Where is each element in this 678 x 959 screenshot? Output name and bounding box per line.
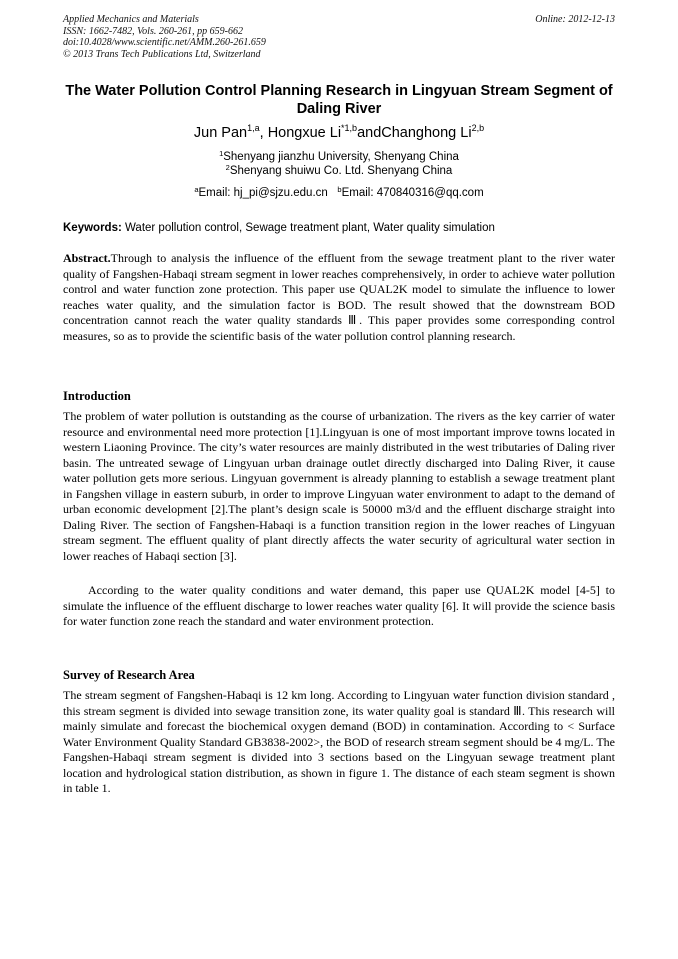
- affiliation-text: Shenyang jianzhu University, Shenyang China: [223, 151, 459, 163]
- issn-line: ISSN: 1662-7482, Vols. 260-261, pp 659-662: [63, 25, 243, 37]
- journal-header: [63, 14, 615, 60]
- author-separator: ,: [259, 125, 268, 141]
- introduction-paragraph-2: According to the water quality conditions and water demand, this paper use QUAL2K model [4-5] to simulate the influence of the effluent discharge to lower reaches water quality [6]. It will provide the science basis for water function zone reach the standard and water environment protection.: [63, 583, 615, 628]
- affiliation-marker: 2: [225, 163, 230, 172]
- email-line: [63, 186, 615, 200]
- author-list: [63, 124, 615, 142]
- keywords-line: [63, 221, 615, 235]
- author-superscript: 1,a: [247, 123, 260, 133]
- author-name: Changhong Li: [381, 125, 472, 141]
- journal-name: Applied Mechanics and Materials: [63, 14, 199, 25]
- author-conjunction: and: [357, 125, 382, 141]
- copyright-line: © 2013 Trans Tech Publications Ltd, Switzerland: [63, 48, 261, 60]
- author-name: Hongxue Li: [267, 125, 342, 141]
- abstract-text: Through to analysis the influence of the effluent from the sewage treatment plant to the river water quality of Fangshen-Habaqi stream segment in lower reaches comprehensively, in order to achieve water pollution control and water function zone protection. This paper use QUAL2K model to simulate the influence to lower reaches water quality, and the simulation factor is BOD. The result showed that the downstream BOD concentration cannot reach the water quality standards Ⅲ. This paper provides some corresponding control measures, so as to provide the scientific basis of the water pollution control planning research.: [63, 251, 615, 343]
- affiliation-1: [63, 150, 615, 164]
- paper-title: The Water Pollution Control Planning Research in Lingyuan Stream Segment of Daling River: [65, 83, 613, 117]
- doi-line: doi:10.4028/www.scientific.net/AMM.260-261.659: [63, 37, 266, 48]
- affiliation-text: Shenyang shuiwu Co. Ltd. Shenyang China: [229, 165, 453, 177]
- author-superscript: *1,b: [341, 123, 358, 133]
- online-date: Online: 2012-12-13: [535, 14, 615, 25]
- introduction-paragraph-1: The problem of water pollution is outstanding as the course of urbanization. The rivers as the key carrier of water resource and environmental need more protection [1].Lingyuan is one of most important improve towns located in western Liaoning Province. The city’s water resources are mainly distributed in the west tributaries of Daling river basin. The untreated sewage of Lingyuan urban drainage outlet directly discharged into Daling River, it cause water pollution gets more serious. Lingyuan government is already planning to establish a sewage treatment plant in Fangshen village in eastern suburb, in order to improve Lingyuan water environment to adapt to the demand of urban economic development [2].The plant’s design scale is 50000 m3/d and the effluent discharge straight into Daling River. The section of Fangshen-Habaqi is a function transition region in the lower reaches of Lingyuan stream segment. The effluent quality of plant directly affects the water security of agricultural water section in lower reaches of Habaqi section [3].: [63, 409, 615, 563]
- author-superscript: 2,b: [471, 123, 485, 133]
- author-name: Jun Pan: [193, 125, 248, 141]
- email-marker: b: [337, 185, 342, 194]
- email-a: Email: hj_pi@sjzu.edu.cn: [198, 187, 328, 199]
- keywords-text: Water pollution control, Sewage treatment plant, Water quality simulation: [121, 222, 495, 234]
- keywords-label: Keywords:: [63, 222, 122, 234]
- email-b: Email: 470840316@qq.com: [341, 187, 484, 199]
- abstract-paragraph: [63, 251, 615, 344]
- affiliation-2: [63, 164, 615, 178]
- email-marker: a: [194, 185, 199, 194]
- section-heading-survey: Survey of Research Area: [63, 668, 195, 682]
- section-heading-introduction: Introduction: [63, 389, 131, 403]
- abstract-label: Abstract.: [63, 251, 111, 265]
- survey-paragraph-1: The stream segment of Fangshen-Habaqi is 12 km long. According to Lingyuan water function division standard , this stream segment is divided into sewage transition zone, its water quality goal is standard Ⅲ. This research will mainly simulate and forecast the biochemical oxygen demand (BOD) in contamination. According to < Surface Water Environment Quality Standard GB3838-2002>, the BOD of research stream segment should be 4 mg/L. The Fangshen-Habaqi stream segment is divided into 3 sections based on the Lingyuan sewage treatment plant location and hydrological station distribution, as shown in figure 1. The distance of each steam segment is shown in table 1.: [63, 688, 615, 795]
- affiliation-marker: 1: [219, 149, 224, 158]
